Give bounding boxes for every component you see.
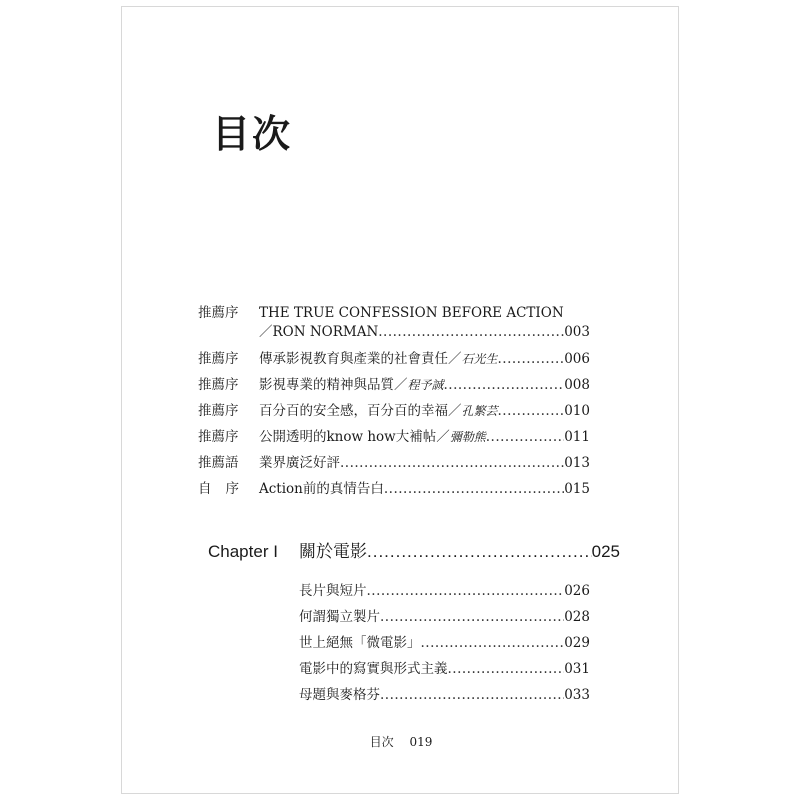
toc-entry-author: 孔繁芸: [461, 404, 498, 418]
leader-dots: [378, 320, 564, 344]
leader-dots: [498, 347, 565, 371]
toc-section-title: 何謂獨立製片: [299, 609, 380, 625]
page-title: 目次: [212, 111, 293, 156]
toc-section: [122, 683, 680, 707]
chapter-heading: [122, 537, 680, 567]
chapter-label: Chapter I: [208, 542, 278, 561]
leader-dots: [486, 425, 564, 449]
toc-entry-title: 公開透明的know how大補帖／: [259, 429, 450, 445]
toc-entry-title: 業界廣泛好評: [259, 455, 340, 471]
toc-entry-title: Action前的真情告白: [259, 481, 384, 497]
toc-section-title: 電影中的寫實與形式主義: [299, 661, 448, 677]
toc-entry-label: 推薦序: [198, 377, 239, 393]
chapter-title: 關於電影: [299, 542, 367, 561]
leader-dots: [498, 399, 565, 423]
chapter-page: 025: [591, 542, 620, 561]
toc-entry-page: 011: [564, 429, 590, 445]
toc-entry-page: 010: [564, 403, 590, 419]
footer-page-number: 019: [409, 735, 433, 749]
toc-entry: [122, 373, 680, 397]
toc-entry-page: 013: [564, 455, 590, 471]
toc-entry-continuation: [122, 320, 680, 344]
leader-dots: [340, 451, 564, 475]
toc-section-title: 世上絕無「微電影」: [299, 635, 421, 651]
leader-dots: [367, 537, 592, 567]
toc-entry-label: 推薦序: [198, 305, 239, 321]
page-footer: [122, 733, 680, 750]
toc-entry: [122, 347, 680, 371]
leader-dots: [367, 579, 565, 603]
toc-entry-author: ／RON NORMAN: [259, 324, 379, 340]
toc-section-page: 026: [564, 583, 590, 599]
toc-section: [122, 605, 680, 629]
leader-dots: [448, 657, 565, 681]
leader-dots: [380, 605, 564, 629]
leader-dots: [384, 477, 564, 501]
toc-section: [122, 631, 680, 655]
toc-entry-label: 推薦序: [198, 429, 239, 445]
toc-entry: [122, 477, 680, 501]
toc-section-page: 028: [564, 609, 590, 625]
toc-entry-title: 傳承影視教育與產業的社會責任／: [259, 351, 462, 367]
toc-entry: [122, 425, 680, 449]
toc-entry: [122, 451, 680, 475]
toc-entry-author: 石光生: [461, 352, 498, 366]
toc-section-page: 031: [564, 661, 590, 677]
footer-section-title: 目次: [369, 735, 394, 749]
toc-entry-label: 自序: [198, 481, 253, 497]
toc-entry-title: 百分百的安全感，百分百的幸福／: [259, 403, 462, 419]
toc-entry-title: THE TRUE CONFESSION BEFORE ACTION: [259, 305, 564, 321]
toc-entry-author: 程予誠: [407, 378, 444, 392]
toc-entry-label: 推薦序: [198, 403, 239, 419]
toc-section-title: 長片與短片: [299, 583, 367, 599]
toc-section-page: 033: [564, 687, 590, 703]
toc-entry-page: 015: [564, 481, 590, 497]
toc-entry-page: 008: [564, 377, 590, 393]
book-page: [121, 6, 679, 794]
toc-section-title: 母題與麥格芬: [299, 687, 380, 703]
toc-entry-label: 推薦序: [198, 351, 239, 367]
toc-section-page: 029: [564, 635, 590, 651]
toc-section: [122, 579, 680, 603]
leader-dots: [444, 373, 565, 397]
toc-entry-page: 006: [564, 351, 590, 367]
toc-entry-label: 推薦語: [198, 455, 239, 471]
toc-section: [122, 657, 680, 681]
toc-entry-page: 003: [564, 324, 590, 340]
leader-dots: [421, 631, 565, 655]
toc-entry: [122, 399, 680, 423]
leader-dots: [380, 683, 564, 707]
toc-entry-author: 彌勒熊: [449, 430, 486, 444]
toc-entry-title: 影視專業的精神與品質／: [259, 377, 408, 393]
